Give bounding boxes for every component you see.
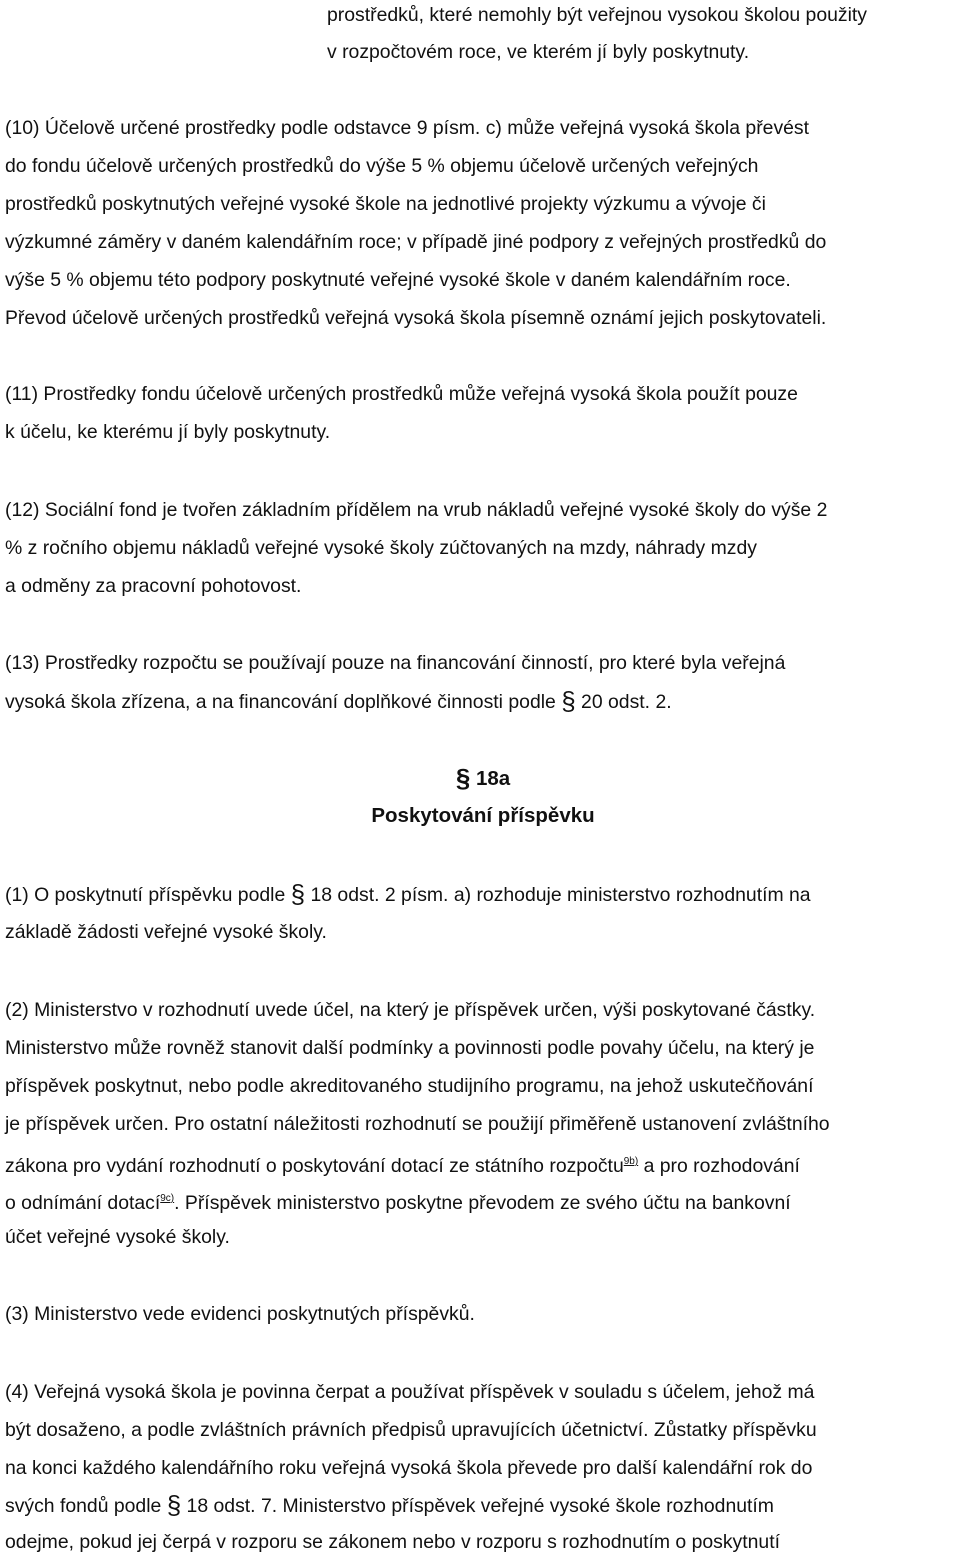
text-line: (3) Ministerstvo vede evidenci poskytnutých příspěvků. [5,1303,475,1325]
section-symbol: § [166,1490,182,1520]
text-line: je příspěvek určen. Pro ostatní náležitosti rozhodnutí se použijí přiměřeně ustanovení zvláštního [5,1113,830,1135]
text-line [5,1490,774,1520]
text-line: (11) Prostředky fondu účelově určených prostředků může veřejná vysoká škola použít pouze [5,383,798,405]
text-line: prostředků, které nemohly být veřejnou vysokou školou použity [327,4,867,26]
footnote-link-9b[interactable]: 9b) [623,1156,639,1167]
text-line [5,686,672,716]
text-fragment: 18 odst. 2 písm. a) rozhoduje ministerstvo rozhodnutím na [305,884,811,906]
text-line: % z ročního objemu nákladů veřejné vysoké školy zúčtovaných na mzdy, náhrady mzdy [5,537,757,559]
text-line: do fondu účelově určených prostředků do výše 5 % objemu účelově určených veřejných [5,155,759,177]
text-line: a odměny za pracovní pohotovost. [5,575,302,597]
text-line: na konci každého kalendářního roku veřejná vysoká škola převede pro další kalendářní rok do [5,1457,813,1479]
text-line: být dosaženo, a podle zvláštních právních předpisů upravujících účetnictví. Zůstatky příspěvku [5,1419,817,1441]
text-line: výše 5 % objemu této podpory poskytnuté veřejné vysoké škole v daném kalendářním roce. [5,269,791,291]
text-line: (10) Účelově určené prostředky podle odstavce 9 písm. c) může veřejná vysoká škola převést [5,117,810,139]
section-number [0,765,960,792]
text-line: odejme, pokud jej čerpá v rozporu se zákonem nebo v rozporu s rozhodnutím o poskytnutí [5,1531,780,1553]
text-fragment: zákona pro vydání rozhodnutí o poskytování dotací ze státního rozpočtu [5,1155,624,1177]
section-number-text: 18a [470,767,511,790]
text-fragment: o odnímání dotací [5,1192,161,1214]
text-line [5,1187,791,1215]
section-symbol: § [561,686,576,716]
text-fragment: (1) O poskytnutí příspěvku podle [5,884,291,906]
text-line: Převod účelově určených prostředků veřejná vysoká škola písemně oznámí jejich poskytovateli. [5,307,827,329]
text-line: (12) Sociální fond je tvořen základním přídělem na vrub nákladů veřejné vysoké školy do výše 2 [5,499,828,521]
text-fragment: . Příspěvek ministerstvo poskytne převodem ze svého účtu na bankovní [174,1192,791,1214]
section-title: Poskytování příspěvku [371,804,595,827]
section-symbol: § [290,879,306,909]
text-line: (13) Prostředky rozpočtu se používají pouze na financování činností, pro které byla veřejná [5,652,786,674]
text-line: účet veřejné vysoké školy. [5,1226,230,1248]
text-line: Ministerstvo může rovněž stanovit další podmínky a povinnosti podle povahy účelu, na který je [5,1037,815,1059]
text-line: příspěvek poskytnut, nebo podle akreditovaného studijního programu, na jehož uskutečňování [5,1075,814,1097]
footnote-link-9c[interactable]: 9c) [160,1193,175,1204]
text-line [5,1150,800,1178]
text-line: (4) Veřejná vysoká škola je povinna čerpat a používat příspěvek v souladu s účelem, jehož má [5,1381,815,1403]
text-line [5,879,811,909]
text-line: základě žádosti veřejné vysoké školy. [5,921,327,943]
text-line: výzkumné záměry v daném kalendářním roce; v případě jiné podpory z veřejných prostředků do [5,231,827,253]
text-fragment: 20 odst. 2. [575,691,672,713]
text-fragment: 18 odst. 7. Ministerstvo příspěvek veřejné vysoké škole rozhodnutím [181,1495,774,1517]
text-line: k účelu, ke kterému jí byly poskytnuty. [5,421,331,443]
text-fragment: svých fondů podle [5,1495,167,1517]
section-symbol: § [455,763,471,793]
text-fragment: vysoká škola zřízena, a na financování doplňkové činnosti podle [5,691,562,713]
text-line: prostředků poskytnutých veřejné vysoké škole na jednotlivé projekty výzkumu a vývoje či [5,193,766,215]
text-fragment: a pro rozhodování [638,1155,800,1177]
text-line: v rozpočtovém roce, ve kterém jí byly poskytnuty. [327,41,750,63]
text-line: (2) Ministerstvo v rozhodnutí uvede účel, na který je příspěvek určen, výši poskytované částky. [5,999,816,1021]
